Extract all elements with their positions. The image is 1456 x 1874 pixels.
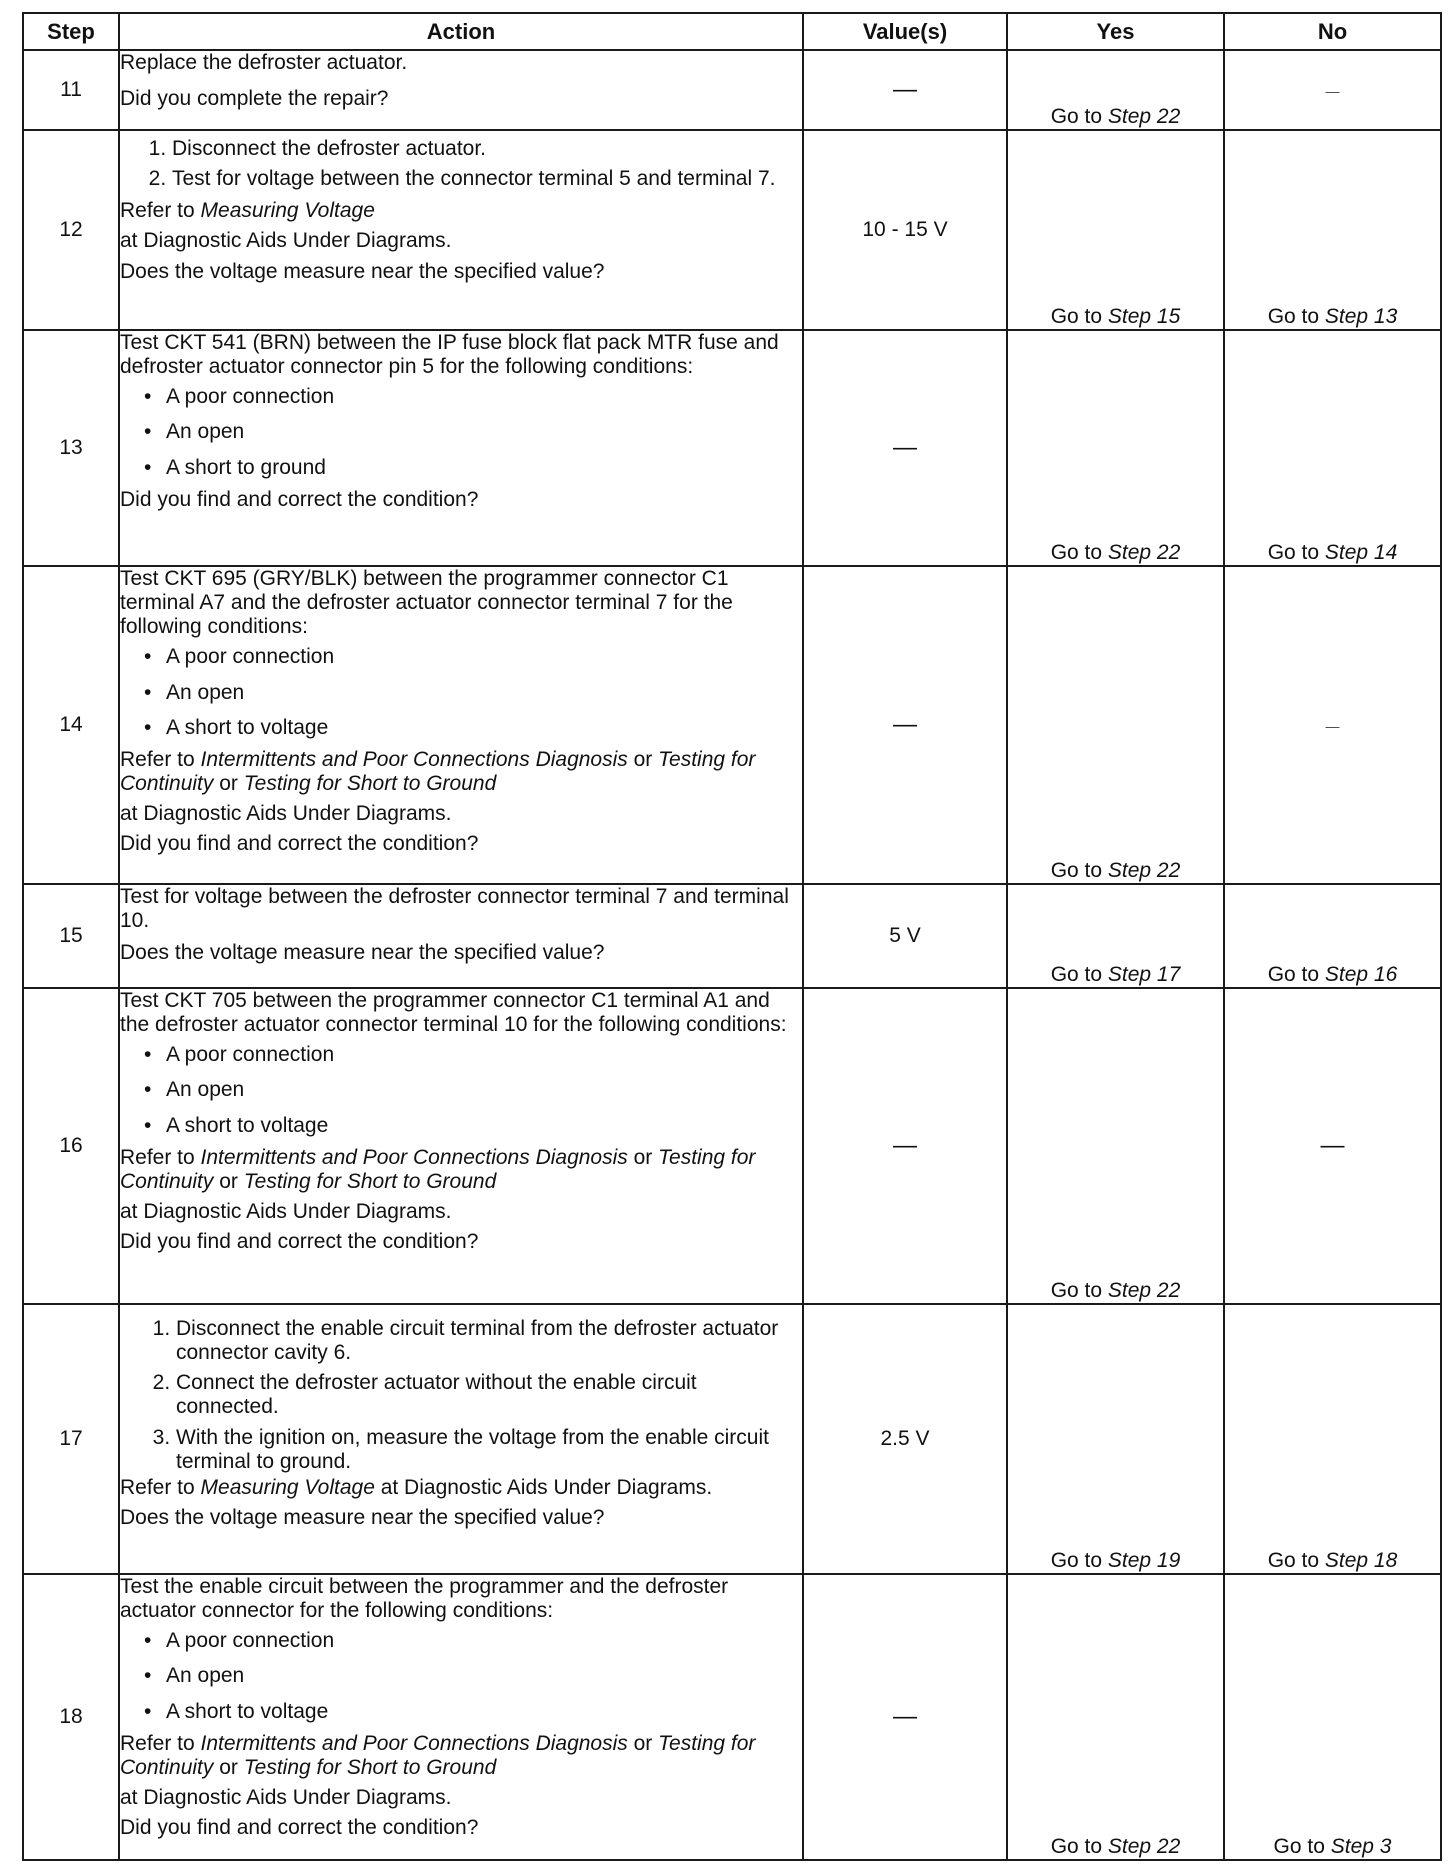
action-cell: [119, 566, 803, 884]
table-row: [23, 884, 1441, 988]
go-to-prefix: Go to: [1050, 304, 1108, 328]
action-cell: [119, 1574, 803, 1860]
action-cell: [119, 988, 803, 1304]
reference-link[interactable]: Testing for Continuity: [120, 1731, 756, 1779]
list-item: 2. Test for voltage between the connector terminal 5 and terminal 7.: [172, 167, 802, 191]
action-question: Did you find and correct the condition?: [120, 487, 479, 511]
go-to-prefix: Go to: [1273, 1834, 1331, 1858]
go-to-target: Step 22: [1107, 1278, 1181, 1302]
value-text: —: [893, 1703, 917, 1731]
go-to-target: Step 14: [1324, 540, 1398, 564]
action-intro: Test CKT 705 between the programmer connector C1 terminal A1 and the defroster actuator connector terminal 10 for the following conditions:: [120, 989, 787, 1037]
go-to-target: Step 15: [1107, 304, 1181, 328]
action-question: Did you complete the repair?: [120, 87, 389, 111]
header-no: No: [1224, 13, 1441, 50]
yes-link[interactable]: [1051, 1549, 1181, 1572]
step-number: 12: [23, 130, 119, 330]
go-to-target: Step 17: [1107, 962, 1181, 986]
reference-link[interactable]: Intermittents and Poor Connections Diagnosis: [200, 747, 628, 771]
yes-cell: [1007, 884, 1224, 988]
go-to-prefix: Go to: [1267, 304, 1325, 328]
go-to-target: Step 22: [1107, 858, 1181, 882]
list-item: • A short to ground: [166, 456, 802, 480]
list-item: • An open: [166, 1078, 802, 1102]
reference-link[interactable]: Intermittents and Poor Connections Diagnosis: [200, 1145, 628, 1169]
no-link[interactable]: [1268, 305, 1398, 328]
no-cell: [1224, 566, 1441, 884]
value-text: 2.5 V: [880, 1426, 930, 1450]
reference-suffix: at Diagnostic Aids Under Diagrams.: [120, 1199, 452, 1223]
reference-suffix: at Diagnostic Aids Under Diagrams.: [120, 1785, 452, 1809]
action-cell: [119, 130, 803, 330]
reference-suffix: at Diagnostic Aids Under Diagrams.: [120, 229, 452, 253]
step-number: 17: [23, 1304, 119, 1574]
value-cell: [803, 50, 1007, 130]
table-row: [23, 566, 1441, 884]
value-text: —: [893, 434, 917, 462]
yes-link[interactable]: [1051, 963, 1181, 986]
table-row: [23, 130, 1441, 330]
action-question: Does the voltage measure near the specified value?: [120, 259, 605, 283]
header-values: Value(s): [803, 13, 1007, 50]
yes-cell: [1007, 1574, 1224, 1860]
list-item: 1. Disconnect the defroster actuator.: [172, 137, 802, 161]
value-cell: [803, 1304, 1007, 1574]
list-item: • A short to voltage: [166, 1114, 802, 1138]
yes-cell: [1007, 50, 1224, 130]
header-yes: Yes: [1007, 13, 1224, 50]
ref-prefix: Refer to: [120, 747, 201, 771]
action-cell: [119, 50, 803, 130]
value-text: 5 V: [889, 923, 921, 947]
header-step: Step: [23, 13, 119, 50]
value-text: —: [893, 76, 917, 104]
list-item: 1. Disconnect the enable circuit terminal from the defroster actuator connector cavity 6.: [176, 1317, 802, 1365]
ref-prefix: Refer to: [120, 1475, 201, 1499]
yes-link[interactable]: [1051, 1835, 1181, 1858]
action-question: Did you find and correct the condition?: [120, 832, 479, 856]
reference-suffix: at Diagnostic Aids Under Diagrams.: [120, 802, 452, 826]
go-to-prefix: Go to: [1050, 1834, 1108, 1858]
action-question: Does the voltage measure near the specified value?: [120, 941, 605, 965]
go-to-target: Step 3: [1330, 1834, 1392, 1858]
step-number: 15: [23, 884, 119, 988]
list-item: • An open: [166, 420, 802, 444]
reference-text: [120, 1732, 802, 1780]
no-text: —: [1325, 717, 1340, 734]
ref-or: or: [627, 1145, 659, 1169]
reference-link[interactable]: Measuring Voltage: [200, 199, 375, 223]
action-cell: [119, 1304, 803, 1574]
diagnostic-table: [22, 12, 1442, 1861]
yes-link[interactable]: [1051, 1279, 1181, 1302]
no-cell: [1224, 1574, 1441, 1860]
table-row: [23, 330, 1441, 566]
go-to-target: Step 19: [1107, 1548, 1181, 1572]
action-question: Did you find and correct the condition?: [120, 1230, 479, 1254]
ref-or: or: [627, 747, 659, 771]
go-to-prefix: Go to: [1050, 540, 1108, 564]
reference-link[interactable]: Measuring Voltage: [200, 1475, 375, 1499]
no-link[interactable]: [1274, 1835, 1392, 1858]
reference-link[interactable]: Testing for Short to Ground: [243, 1169, 497, 1193]
no-link[interactable]: [1268, 541, 1398, 564]
value-text: —: [893, 711, 917, 739]
reference-link[interactable]: Testing for Continuity: [120, 747, 756, 795]
table-row: [23, 1574, 1441, 1860]
reference-suffix: at Diagnostic Aids Under Diagrams.: [374, 1475, 713, 1499]
yes-link[interactable]: [1051, 305, 1181, 328]
yes-cell: [1007, 330, 1224, 566]
bullet-list: [120, 1629, 802, 1723]
yes-link[interactable]: [1051, 541, 1181, 564]
step-number: 13: [23, 330, 119, 566]
yes-cell: [1007, 130, 1224, 330]
go-to-prefix: Go to: [1267, 962, 1325, 986]
go-to-target: Step 22: [1107, 1834, 1181, 1858]
ref-prefix: Refer to: [120, 199, 201, 223]
action-intro: Test CKT 695 (GRY/BLK) between the programmer connector C1 terminal A7 and the defroster actuator connector terminal 7 for the following conditions:: [120, 567, 733, 639]
no-cell: [1224, 1304, 1441, 1574]
no-text: —: [1320, 1132, 1345, 1160]
value-cell: [803, 130, 1007, 330]
reference-link[interactable]: Testing for Short to Ground: [243, 771, 497, 795]
go-to-prefix: Go to: [1050, 1548, 1108, 1572]
no-cell: [1224, 330, 1441, 566]
list-item: 2. Connect the defroster actuator without the enable circuit connected.: [176, 1371, 802, 1419]
list-item: • A poor connection: [166, 1629, 802, 1653]
go-to-prefix: Go to: [1050, 858, 1108, 882]
yes-link[interactable]: [1051, 105, 1181, 128]
list-item: • An open: [166, 1664, 802, 1688]
table-row: [23, 1304, 1441, 1574]
bullet-list: [120, 645, 802, 739]
numbered-list: [120, 1317, 802, 1474]
action-cell: [119, 884, 803, 988]
no-cell: [1224, 884, 1441, 988]
reference-text: [120, 1146, 802, 1194]
yes-link[interactable]: [1051, 859, 1181, 882]
step-number: 16: [23, 988, 119, 1304]
action-text: Test for voltage between the defroster connector terminal 7 and terminal 10.: [120, 885, 789, 933]
action-intro: Test the enable circuit between the programmer and the defroster actuator connector for the following conditions:: [120, 1575, 729, 1623]
value-text: 10 - 15 V: [862, 217, 948, 241]
reference-text: [120, 1476, 802, 1500]
table-row: [23, 50, 1441, 130]
go-to-target: Step 22: [1107, 104, 1181, 128]
go-to-prefix: Go to: [1050, 1278, 1108, 1302]
value-cell: [803, 330, 1007, 566]
reference-text: [120, 199, 802, 223]
list-item: 3. With the ignition on, measure the voltage from the enable circuit terminal to ground.: [176, 1426, 802, 1474]
value-text: —: [893, 1132, 917, 1160]
bullet-list: [120, 1043, 802, 1137]
go-to-prefix: Go to: [1267, 1548, 1325, 1572]
yes-cell: [1007, 1304, 1224, 1574]
header-action: Action: [119, 13, 803, 50]
action-text: Replace the defroster actuator.: [120, 51, 408, 74]
step-number: 18: [23, 1574, 119, 1860]
go-to-target: Step 13: [1324, 304, 1398, 328]
action-cell: [119, 330, 803, 566]
action-question: Did you find and correct the condition?: [120, 1816, 479, 1840]
step-number: 11: [23, 50, 119, 130]
list-item: • A poor connection: [166, 385, 802, 409]
ref-prefix: Refer to: [120, 1145, 201, 1169]
action-question: Does the voltage measure near the specified value?: [120, 1505, 605, 1529]
go-to-prefix: Go to: [1267, 540, 1325, 564]
ref-or: or: [627, 1731, 659, 1755]
ref-or: or: [213, 771, 244, 795]
no-link[interactable]: [1268, 1549, 1398, 1572]
no-cell: [1224, 130, 1441, 330]
numbered-list: [120, 137, 802, 191]
value-cell: [803, 566, 1007, 884]
reference-text: [120, 748, 802, 796]
no-text: —: [1325, 82, 1340, 99]
go-to-target: Step 16: [1324, 962, 1398, 986]
go-to-prefix: Go to: [1050, 104, 1108, 128]
go-to-prefix: Go to: [1050, 962, 1108, 986]
no-cell: [1224, 50, 1441, 130]
value-cell: [803, 1574, 1007, 1860]
go-to-target: Step 22: [1107, 540, 1181, 564]
reference-link[interactable]: Testing for Short to Ground: [243, 1755, 497, 1779]
value-cell: [803, 988, 1007, 1304]
no-link[interactable]: [1268, 963, 1398, 986]
list-item: • An open: [166, 681, 802, 705]
header-row: [23, 13, 1441, 50]
reference-link[interactable]: Intermittents and Poor Connections Diagnosis: [200, 1731, 628, 1755]
list-item: • A short to voltage: [166, 1700, 802, 1724]
ref-or: or: [213, 1169, 244, 1193]
action-intro: Test CKT 541 (BRN) between the IP fuse block flat pack MTR fuse and defroster actuator connector pin 5 for the following conditions:: [120, 331, 779, 379]
bullet-list: [120, 385, 802, 479]
ref-prefix: Refer to: [120, 1731, 201, 1755]
list-item: • A poor connection: [166, 1043, 802, 1067]
step-number: 14: [23, 566, 119, 884]
list-item: • A poor connection: [166, 645, 802, 669]
ref-or: or: [213, 1755, 244, 1779]
go-to-target: Step 18: [1324, 1548, 1398, 1572]
no-cell: [1224, 988, 1441, 1304]
yes-cell: [1007, 988, 1224, 1304]
table-row: [23, 988, 1441, 1304]
list-item: • A short to voltage: [166, 716, 802, 740]
yes-cell: [1007, 566, 1224, 884]
reference-link[interactable]: Testing for Continuity: [120, 1145, 756, 1193]
value-cell: [803, 884, 1007, 988]
